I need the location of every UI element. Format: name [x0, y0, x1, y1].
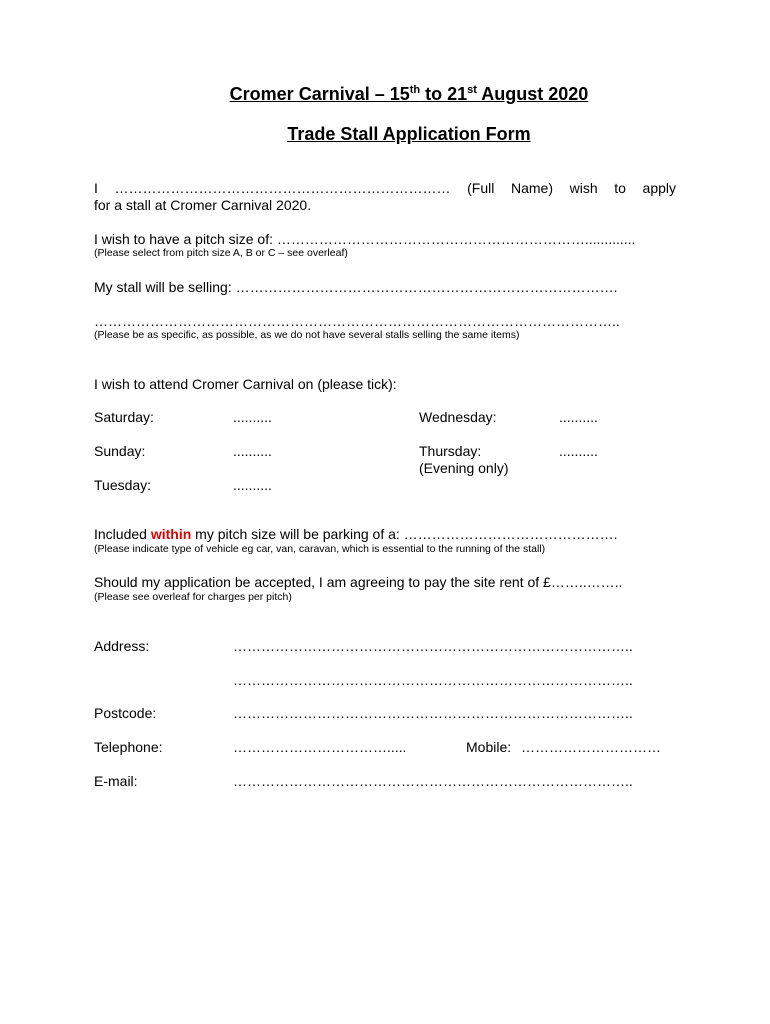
day-label-wednesday: Wednesday: [419, 409, 497, 425]
selling-note: (Please be as specific, as possible, as we do not have several stalls selling the same items) [94, 329, 520, 341]
full-name-line-2: for a stall at Cromer Carnival 2020. [94, 197, 312, 213]
address-label: Address: [94, 638, 150, 654]
day-tick-sunday[interactable]: .......... [233, 443, 272, 459]
parking-note: (Please indicate type of vehicle eg car, van, caravan, which is essential to the running of the stall) [94, 543, 546, 555]
day-label-tuesday: Tuesday: [94, 477, 152, 493]
day-label-thursday: Thursday: [419, 443, 482, 459]
email-field[interactable]: ………………………………………………………………………….. [233, 773, 633, 789]
address-field-1[interactable]: ………………………………………………………………………….. [233, 638, 633, 654]
site-rent-note: (Please see overleaf for charges per pitch) [94, 591, 292, 603]
full-name-line[interactable]: I ……………………………………………………………… (Full Name) wish to apply [94, 180, 676, 196]
day-tick-thursday[interactable]: .......... [559, 443, 598, 459]
day-label-sunday: Sunday: [94, 443, 146, 459]
address-field-2[interactable]: ………………………………………………………………………….. [233, 672, 633, 688]
site-rent-line[interactable]: Should my application be accepted, I am agreeing to pay the site rent of £……..…….. [94, 574, 623, 590]
telephone-label: Telephone: [94, 739, 163, 755]
parking-post: my pitch size will be parking of a: ………………………………………. [191, 526, 618, 542]
parking-highlight: within [150, 526, 192, 542]
telephone-field[interactable]: ……………………………..... [233, 739, 407, 755]
email-label: E-mail: [94, 773, 138, 789]
day-tick-wednesday[interactable]: .......... [559, 409, 598, 425]
day-tick-tuesday[interactable]: .......... [233, 477, 272, 493]
pitch-size-note: (Please select from pitch size A, B or C – see overleaf) [94, 247, 348, 259]
attend-heading: I wish to attend Cromer Carnival on (please tick): [94, 376, 397, 392]
postcode-field[interactable]: ………………………………………………………………………….. [233, 705, 633, 721]
pitch-size-line[interactable]: I wish to have a pitch size of: …………………………………………………………............. [94, 231, 636, 247]
day-label-saturday: Saturday: [94, 409, 154, 425]
title-part2: to 21 [420, 84, 468, 104]
parking-line[interactable] [94, 526, 618, 542]
form-title [0, 84, 770, 105]
day-sub-thursday: (Evening only) [419, 460, 509, 476]
selling-line-2[interactable]: ………………………………………………………………………………………………….. [94, 313, 620, 329]
mobile-field[interactable]: ………………………… [521, 739, 661, 755]
mobile-label: Mobile: [466, 739, 512, 755]
title-sup2: st [467, 84, 477, 96]
title-sup1: th [409, 84, 421, 96]
day-tick-saturday[interactable]: .......... [233, 409, 272, 425]
selling-line[interactable]: My stall will be selling: ………………………………………………………………………. [94, 279, 618, 295]
parking-pre: Included [94, 526, 151, 542]
title-part3: August 2020 [476, 84, 589, 104]
title-part1: Cromer Carnival – 15 [229, 84, 410, 104]
postcode-label: Postcode: [94, 705, 157, 721]
form-subtitle: Trade Stall Application Form [287, 124, 531, 144]
